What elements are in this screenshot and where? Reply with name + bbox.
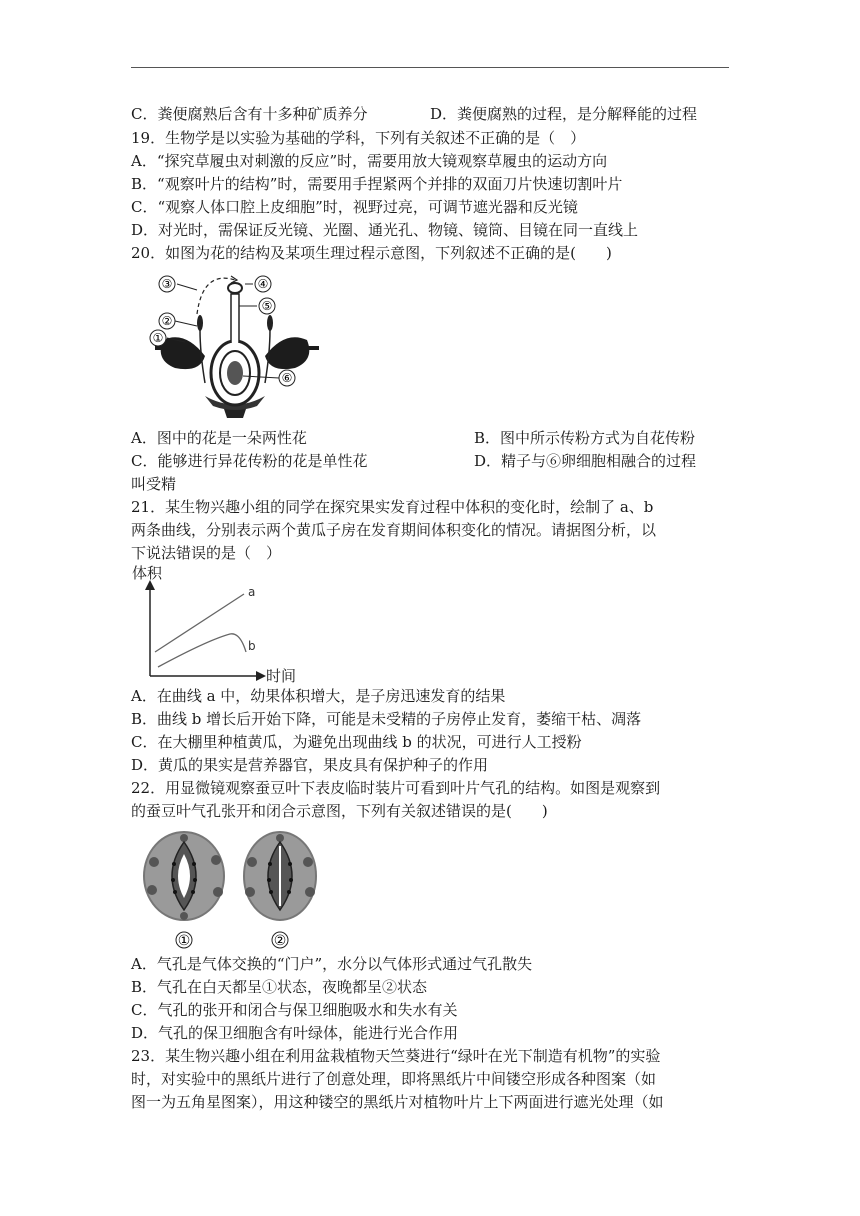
q22-option-c: C．气孔的张开和闭合与保卫细胞吸水和失水有关 <box>131 1001 458 1019</box>
q23-line2: 时，对实验中的黑纸片进行了创意处理，即将黑纸片中间镂空形成各种图案（如 <box>131 1070 657 1088</box>
curve-a <box>155 594 244 652</box>
q19-option-c: C．“观察人体口腔上皮细胞”时，视野过亮，可调节遮光器和反光镜 <box>131 198 578 216</box>
q21-stem-line1: 21．某生物兴趣小组的同学在探究果实发育过程中体积的变化时，绘制了 a、b <box>131 498 654 516</box>
q20-stem: 20．如图为花的结构及某项生理过程示意图，下列叙述不正确的是( ) <box>131 244 612 262</box>
q22-option-a: A．气孔是气体交换的“门户”，水分以气体形式通过气孔散失 <box>131 955 533 973</box>
q20-option-b: B．图中所示传粉方式为自花传粉 <box>474 429 696 447</box>
stomata-figure <box>140 830 320 950</box>
curve-b <box>158 634 246 667</box>
flower-label-2: ② <box>161 314 173 328</box>
option-c-prev: C．粪便腐熟后含有十多种矿质养分 <box>131 105 368 123</box>
curve-b-label: b <box>248 639 256 653</box>
q20-option-d-cont: 叫受精 <box>131 475 177 493</box>
q21-option-d: D．黄瓜的果实是营养器官，果皮具有保护种子的作用 <box>131 756 489 774</box>
flower-label-4: ④ <box>257 277 269 291</box>
q23-line1: 23．某生物兴趣小组在利用盆栽植物天竺葵进行“绿叶在光下制造有机物”的实验 <box>131 1047 661 1065</box>
q21-option-a: A．在曲线 a 中，幼果体积增大，是子房迅速发育的结果 <box>131 687 506 705</box>
q19-option-d: D．对光时，需保证反光镜、光圈、通光孔、物镜、镜筒、目镜在同一直线上 <box>131 221 639 239</box>
q21-stem-line3: 下说法错误的是（ ） <box>131 544 282 562</box>
volume-time-chart <box>128 562 308 684</box>
q22-stem-line1: 22．用显微镜观察蚕豆叶下表皮临时装片可看到叶片气孔的结构。如图是观察到 <box>131 779 661 797</box>
q19-stem: 19．生物学是以实验为基础的学科，下列有关叙述不正确的是（ ） <box>131 129 586 147</box>
q20-option-a: A．图中的花是一朵两性花 <box>131 429 307 447</box>
flower-label-5: ⑤ <box>261 299 273 313</box>
q23-line3: 图一为五角星图案），用这种镂空的黑纸片对植物叶片上下两面进行遮光处理（如 <box>131 1093 664 1111</box>
q22-option-d: D．气孔的保卫细胞含有叶绿体，能进行光合作用 <box>131 1024 459 1042</box>
header-rule <box>131 67 729 68</box>
chart-x-label: 时间 <box>266 667 297 684</box>
flower-label-6: ⑥ <box>281 371 293 385</box>
q19-option-a: A．“探究草履虫对刺激的反应”时，需要用放大镜观察草履虫的运动方向 <box>131 152 608 170</box>
q22-option-b: B．气孔在白天都呈①状态，夜晚都呈②状态 <box>131 978 428 996</box>
q20-option-d: D．精子与⑥卵细胞相融合的过程 <box>474 452 697 470</box>
curve-a-label: a <box>248 585 256 599</box>
stomata-label-1: ① <box>177 933 191 949</box>
q21-stem-line2: 两条曲线，分别表示两个黄瓜子房在发育期间体积变化的情况。请据图分析，以 <box>131 521 657 539</box>
q21-option-c: C．在大棚里种植黄瓜，为避免出现曲线 b 的状况，可进行人工授粉 <box>131 733 582 751</box>
flower-structure-figure <box>145 268 335 420</box>
q22-stem-line2: 的蚕豆叶气孔张开和闭合示意图，下列有关叙述错误的是( ) <box>131 802 548 820</box>
q21-option-b: B．曲线 b 增长后开始下降，可能是未受精的子房停止发育，萎缩干枯、凋落 <box>131 710 642 728</box>
flower-label-1: ① <box>152 331 164 345</box>
q20-option-c: C．能够进行异花传粉的花是单性花 <box>131 452 368 470</box>
stomata-label-2: ② <box>273 933 287 949</box>
q19-option-b: B．“观察叶片的结构”时，需要用手捏紧两个并排的双面刀片快速切割叶片 <box>131 175 623 193</box>
option-d-prev: D．粪便腐熟的过程，是分解释能的过程 <box>430 105 698 123</box>
flower-label-3: ③ <box>161 277 173 291</box>
chart-y-label: 体积 <box>132 564 163 582</box>
